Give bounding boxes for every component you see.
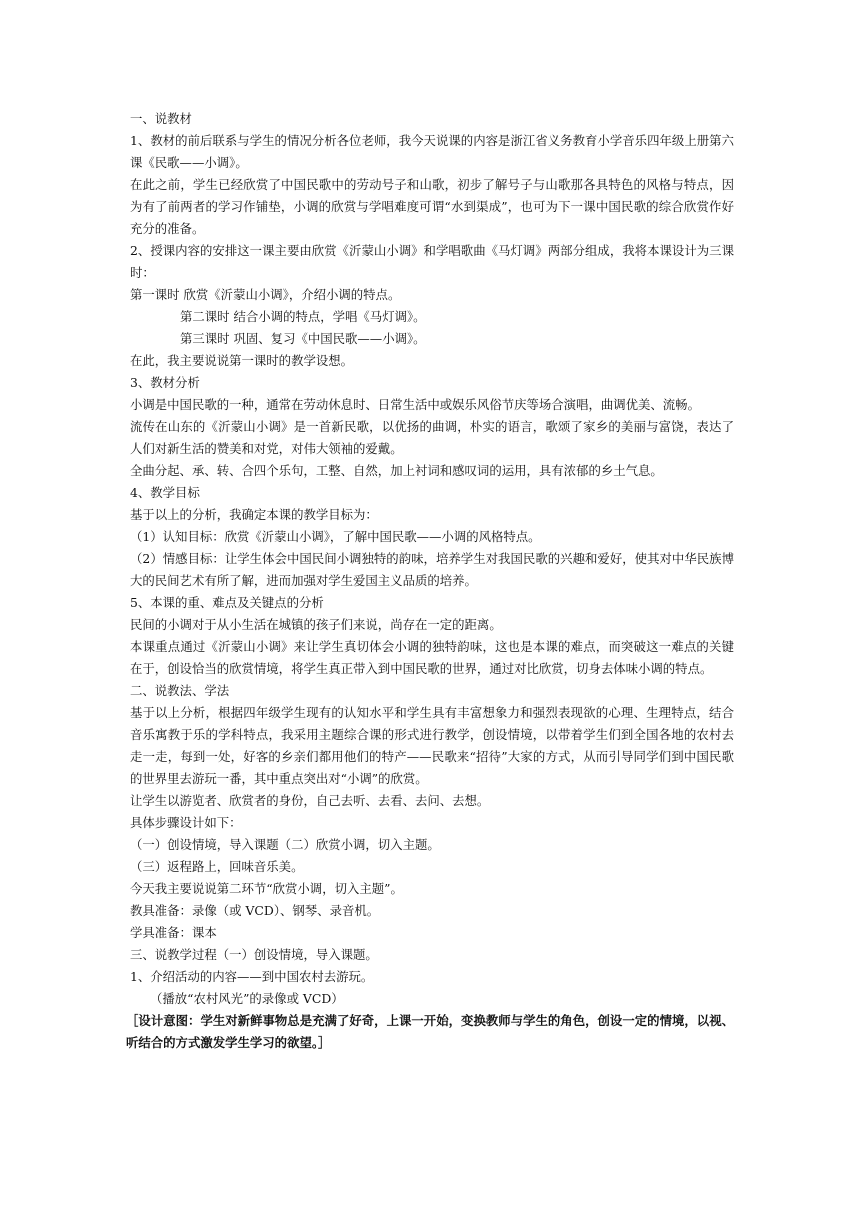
goal-emotional: （2）情感目标：让学生体会中国民间小调独特的韵味，培养学生对我国民歌的兴趣和爱好，使其对中华民族博大的民间艺术有所了解，进而加强对学生爱国主义品质的培养。 — [130, 551, 734, 588]
teaching-aids: 教具准备：录像（或 VCD）、钢琴、录音机。 — [130, 903, 380, 918]
design-intent-note: ［设计意图：学生对新鲜事物总是充满了好奇，上课一开始，变换教师与学生的角色，创设一定的情境，以视、听结合的方式激发学生学习的欲望。］ — [126, 1013, 734, 1050]
subheading-material-analysis: 3、教材分析 — [130, 375, 200, 390]
section-heading-process: 三、说教学过程（一）创设情境，导入课题。 — [130, 947, 378, 962]
paragraph-context-analysis: 1、教材的前后联系与学生的情况分析各位老师，我今天说课的内容是浙江省义务教育小学音乐四年级上册第六课《民歌——小调》。 — [130, 133, 734, 170]
paragraph-method-description: 基于以上分析，根据四年级学生现有的认知水平和学生具有丰富想象力和强烈表现欲的心理、生理特点，结合音乐寓教于乐的学科特点，我采用主题综合课的形式进行教学，创设情境，以带着学生们到全国各地的农村去走一走，每到一处，好客的乡亲们都用他们的特产——民歌来“招待”大家的方式，从而引导同学们到中国民歌的世界里去游玩一番，其中重点突出对“小调”的欣赏。 — [130, 705, 734, 786]
paragraph-song-structure: 全曲分起、承、转、合四个乐句，工整、自然，加上衬词和感叹词的运用，具有浓郁的乡土气息。 — [130, 463, 663, 478]
step-three: （三）返程路上，回味音乐美。 — [130, 859, 304, 874]
steps-one-two: （一）创设情境，导入课题（二）欣赏小调，切入主题。 — [130, 837, 440, 852]
section-heading-methods: 二、说教法、学法 — [130, 683, 230, 698]
paragraph-prior-learning: 在此之前，学生已经欣赏了中国民歌中的劳动号子和山歌，初步了解号子与山歌那各具特色的风格与特点，因为有了前两者的学习作铺垫，小调的欣赏与学唱难度可谓“水到渠成”，也可为下一课中国民歌的综合欣赏作好充分的准备。 — [130, 177, 734, 236]
learning-aids: 学具准备：课本 — [130, 925, 217, 940]
subheading-key-points: 5、本课的重、难点及关键点的分析 — [130, 595, 324, 610]
lesson-period-1: 第一课时 欣赏《沂蒙山小调》，介绍小调的特点。 — [130, 287, 401, 302]
paragraph-focus-second-step: 今天我主要说说第二环节“欣赏小调，切入主题”。 — [130, 881, 403, 896]
paragraph-goals-intro: 基于以上的分析，我确定本课的教学目标为： — [130, 507, 378, 522]
paragraph-student-roles: 让学生以游览者、欣赏者的身份，自己去听、去看、去问、去想。 — [130, 793, 490, 808]
document-body — [126, 108, 734, 1054]
activity-video-note: （播放“农村风光”的录像或 VCD） — [150, 991, 344, 1006]
section-heading-teaching-material: 一、说教材 — [130, 111, 192, 126]
subheading-teaching-goals: 4、教学目标 — [130, 485, 200, 500]
paragraph-distance: 民间的小调对于从小生活在城镇的孩子们来说，尚存在一定的距离。 — [130, 617, 502, 632]
paragraph-xiaodiao-definition: 小调是中国民歌的一种，通常在劳动休息时、日常生活中或娱乐风俗节庆等场合演唱，曲调优美、流畅。 — [130, 397, 700, 412]
paragraph-first-period-focus: 在此，我主要说说第一课时的教学设想。 — [130, 353, 354, 368]
lesson-period-3: 第三课时 巩固、复习《中国民歌——小调》。 — [180, 331, 426, 346]
lesson-period-2: 第二课时 结合小调的特点，学唱《马灯调》。 — [180, 309, 426, 324]
paragraph-yimeng-song: 流传在山东的《沂蒙山小调》是一首新民歌，以优扬的曲调，朴实的语言，歌颂了家乡的美丽与富饶，表达了人们对新生活的赞美和对党，对伟大领袖的爱戴。 — [130, 419, 734, 456]
goal-cognitive: （1）认知目标：欣赏《沂蒙山小调》，了解中国民歌——小调的风格特点。 — [130, 529, 541, 544]
paragraph-steps-intro: 具体步骤设计如下： — [130, 815, 242, 830]
paragraph-lesson-arrangement: 2、授课内容的安排这一课主要由欣赏《沂蒙山小调》和学唱歌曲《马灯调》两部分组成，我将本课设计为三课时： — [130, 243, 734, 280]
paragraph-key-difficulty: 本课重点通过《沂蒙山小调》来让学生真切体会小调的独特韵味，这也是本课的难点，而突破这一难点的关键在于，创设恰当的欣赏情境，将学生真正带入到中国民歌的世界，通过对比欣赏，切身去体味小调的特点。 — [130, 639, 734, 676]
activity-intro: 1、介绍活动的内容——到中国农村去游玩。 — [130, 969, 374, 984]
